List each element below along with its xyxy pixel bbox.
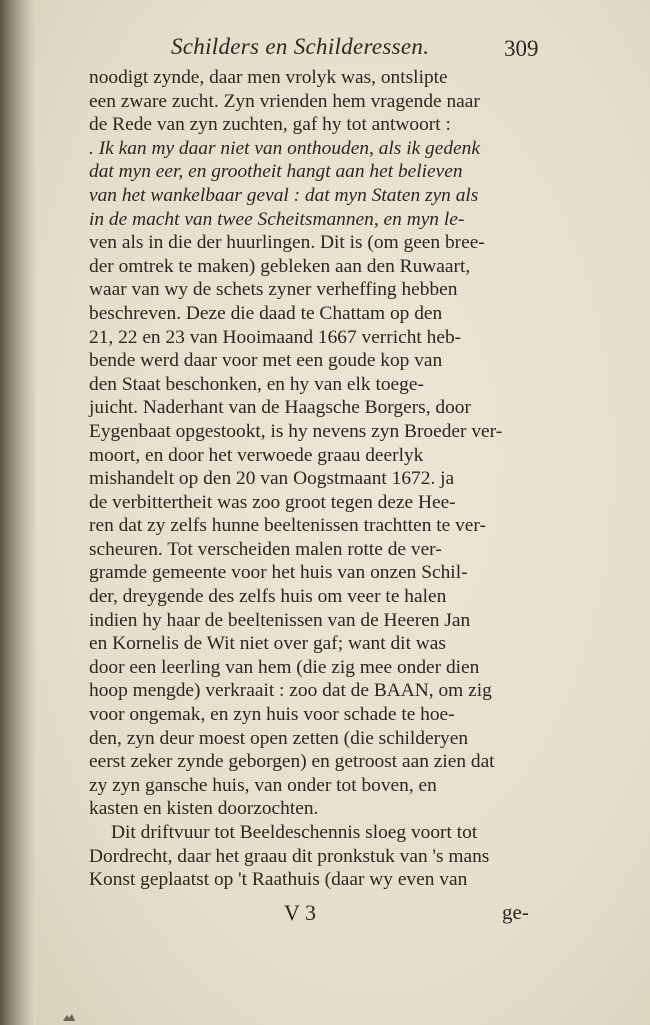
page-footer — [36, 900, 650, 934]
text-line: van het wankelbaar geval : dat myn Staten zyn als — [89, 184, 479, 206]
text-line: eerst zeker zynde geborgen) en getroost aan zien dat — [89, 751, 495, 773]
text-line: der omtrek te maken) gebleken aan den Ruwaart, — [89, 255, 471, 277]
text-line: hoop mengde) verkraait : zoo dat de BAAN, om zig — [89, 680, 492, 702]
text-line: kasten en kisten doorzochten. — [89, 798, 319, 820]
text-line: Konst geplaatst op 't Raathuis (daar wy even van — [89, 869, 468, 891]
text-line: voor ongemak, en zyn huis voor schade te hoe- — [89, 704, 455, 726]
text-line: juicht. Naderhant van de Haagsche Borgers, door — [89, 397, 471, 419]
text-line: der, dreygende des zelfs huis om veer te halen — [89, 586, 447, 608]
text-line: 21, 22 en 23 van Hooimaand 1667 verricht heb- — [89, 326, 462, 348]
text-line: Dit driftvuur tot Beeldeschennis sloeg voort tot — [111, 822, 478, 843]
text-line: waar van wy de schets zyner verheffing hebben — [89, 279, 458, 301]
text-line: ren dat zy zelfs hunne beeltenissen trachtten te ver- — [89, 515, 486, 537]
text-line: moort, en door het verwoede graau deerlyk — [89, 444, 424, 466]
text-line: bende werd daar voor met een goude kop van — [89, 350, 443, 372]
book-spine-gutter — [0, 0, 36, 1025]
text-line: en Kornelis de Wit niet over gaf; want dit was — [89, 633, 446, 655]
text-line: den, zyn deur moest open zetten (die schilderyen — [89, 727, 469, 749]
signature-mark: V 3 — [284, 900, 316, 925]
body-text — [89, 66, 571, 892]
text-line: Eygenbaat opgestookt, is hy nevens zyn Broeder ver- — [89, 420, 503, 442]
text-line: den Staat beschonken, en hy van elk toege- — [89, 373, 424, 395]
book-page — [36, 0, 650, 1025]
text-line: een zware zucht. Zyn vrienden hem vragende naar — [89, 90, 480, 112]
text-line: de verbittertheit was zoo groot tegen deze Hee- — [89, 491, 456, 513]
catchword: ge- — [502, 900, 529, 924]
text-line: gramde gemeente voor het huis van onzen Schil- — [89, 562, 468, 584]
text-line: in de macht van twee Scheitsmannen, en myn le- — [89, 208, 465, 230]
ink-blot-mark — [62, 1012, 76, 1022]
text-line: . Ik kan my daar niet van onthouden, als ik gedenk — [89, 137, 480, 159]
text-line: mishandelt op den 20 van Oogstmaant 1672. ja — [89, 468, 455, 490]
text-line: indien hy haar de beeltenissen van de Heeren Jan — [89, 609, 471, 631]
text-line: beschreven. Deze die daad te Chattam op den — [89, 302, 443, 324]
text-line: scheuren. Tot verscheiden malen rotte de ver- — [89, 538, 442, 560]
text-line: noodigt zynde, daar men vrolyk was, ontslipte — [89, 67, 448, 88]
text-line: ven als in die der huurlingen. Dit is (om geen bree- — [89, 232, 485, 254]
text-line: de Rede van zyn zuchten, gaf hy tot antwoort : — [89, 114, 451, 136]
text-line: dat myn eer, en grootheit hangt aan het believen — [89, 161, 463, 183]
text-line: Dordrecht, daar het graau dit pronkstuk van 's mans — [89, 845, 490, 867]
page-number: 309 — [504, 36, 539, 61]
text-line: zy zyn gansche huis, van onder tot boven, en — [89, 774, 437, 796]
text-line: door een leerling van hem (die zig mee onder dien — [89, 656, 480, 678]
running-title: Schilders en Schilderessen. — [171, 34, 430, 59]
